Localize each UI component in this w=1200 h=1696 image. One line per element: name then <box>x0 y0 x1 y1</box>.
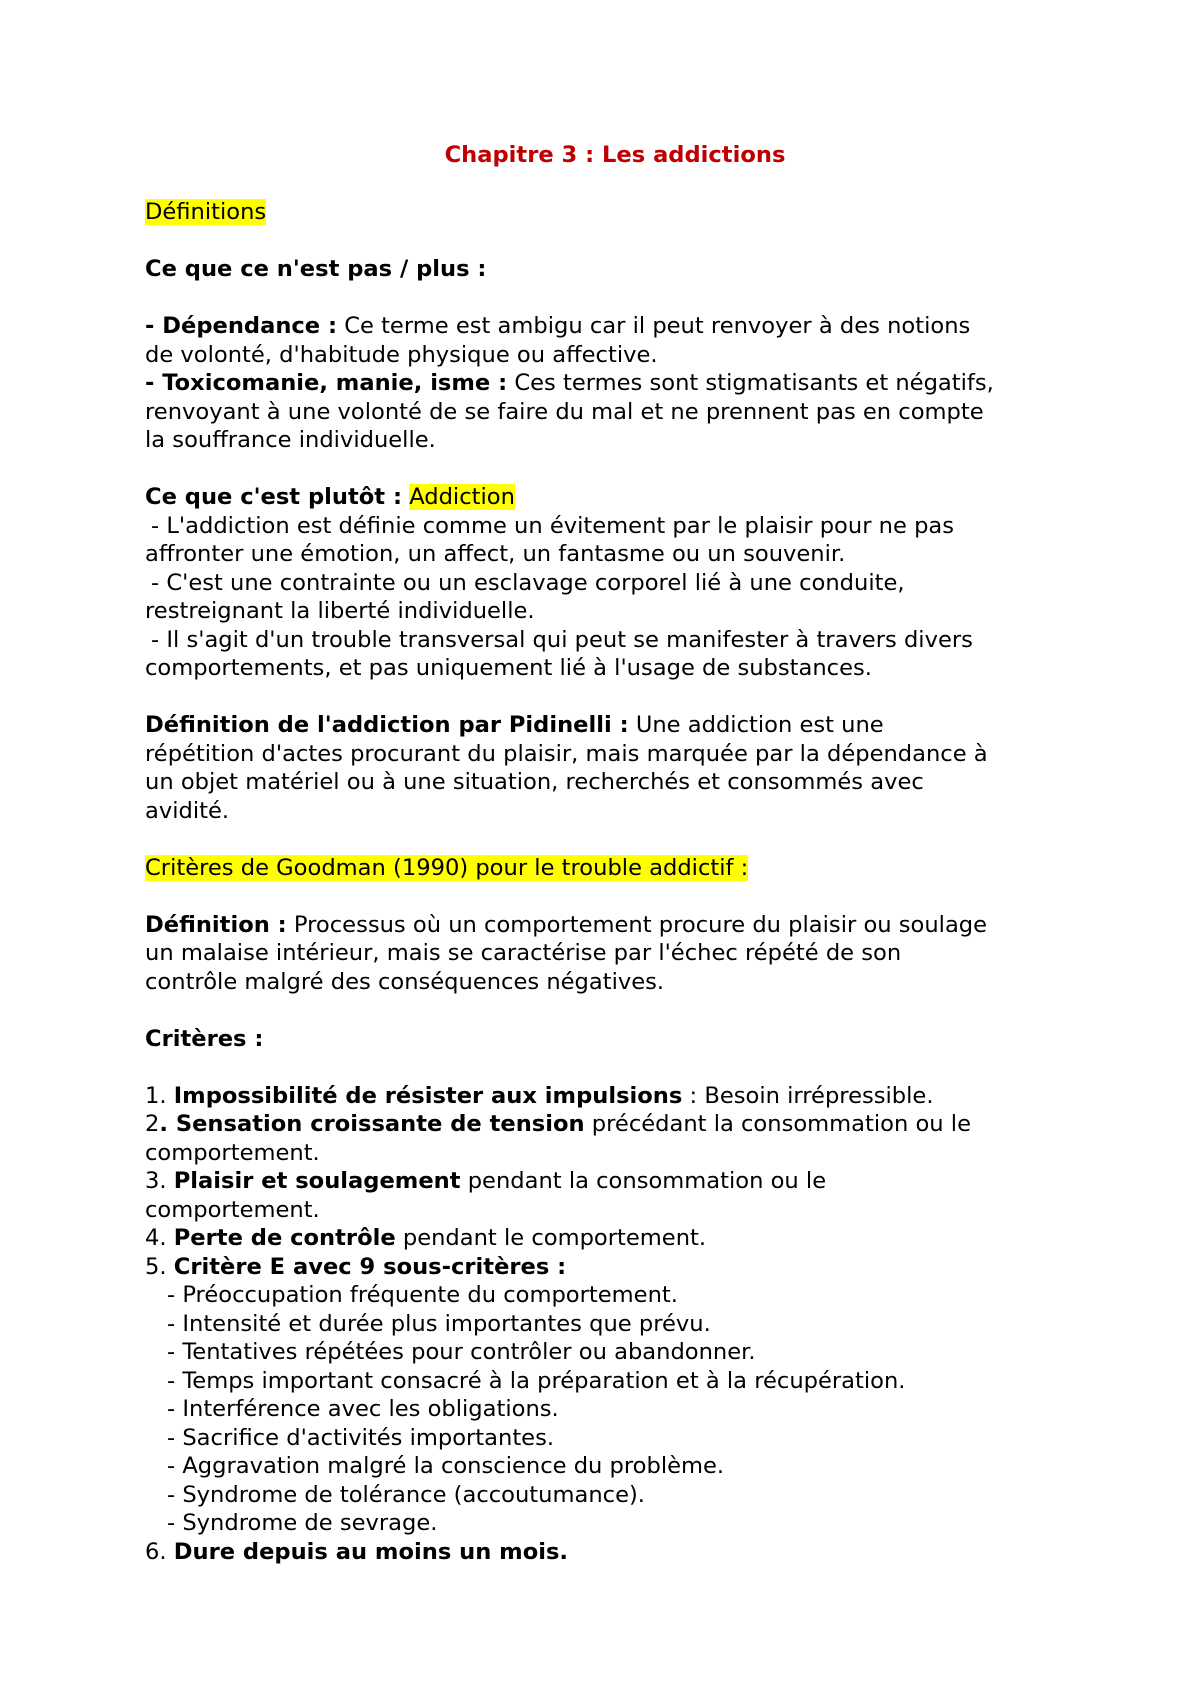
sub-criterion: - Aggravation malgré la conscience du problème. <box>167 1453 725 1479</box>
criterion-3-continued: comportement. <box>145 1196 320 1223</box>
highlighted-heading: Critères de Goodman (1990) pour le trouble addictif : <box>145 854 749 881</box>
spacer <box>145 882 1075 911</box>
rather-point-line: - Il s'agit d'un trouble transversal qui peut se manifester à travers divers <box>151 626 973 653</box>
highlighted-heading: Définitions <box>145 199 267 225</box>
pidinelli-line-3: un objet matériel ou à une situation, recherchés et consommés avec <box>145 769 924 795</box>
rather-point-line: comportements, et pas uniquement lié à l'usage de substances. <box>145 655 872 681</box>
criterion-6: 6. Dure depuis au moins un mois. <box>145 1538 569 1565</box>
goodman-definition-line-3: contrôle malgré des conséquences négatives. <box>145 968 665 995</box>
section-heading-goodman <box>145 854 1075 883</box>
subheading-rather: Ce que c'est plutôt : Addiction <box>145 484 515 510</box>
criterion-1: 1. Impossibilité de résister aux impulsions : Besoin irrépressible. <box>145 1082 934 1109</box>
sub-criterion: - Tentatives répétées pour contrôler ou abandonner. <box>167 1339 756 1365</box>
criterion-4: 4. Perte de contrôle pendant le comportement. <box>145 1225 707 1251</box>
sub-criterion: - Syndrome de tolérance (accoutumance). <box>167 1481 645 1508</box>
goodman-definition-line-1: Définition : Processus où un comportement procure du plaisir ou soulage <box>145 911 988 938</box>
criterion-2-continued: comportement. <box>145 1139 320 1166</box>
toxicomanie-line-3: la souffrance individuelle. <box>145 427 436 453</box>
spacer <box>145 284 1075 313</box>
toxicomanie-line-2: renvoyant à une volonté de se faire du mal et ne prennent pas en compte <box>145 398 984 425</box>
goodman-definition-line-2: un malaise intérieur, mais se caractérise par l'échec répété de son <box>145 940 902 966</box>
criterion-3: 3. Plaisir et soulagement pendant la consommation ou le <box>145 1168 827 1194</box>
dependance-line-2: de volonté, d'habitude physique ou affective. <box>145 341 658 368</box>
rather-point-line: restreignant la liberté individuelle. <box>145 598 535 624</box>
spacer <box>145 683 1075 712</box>
pidinelli-line-2: répétition d'actes procurant du plaisir, mais marquée par la dépendance à <box>145 740 988 767</box>
spacer <box>145 227 1075 256</box>
sub-criterion: - Syndrome de sevrage. <box>167 1510 438 1536</box>
sub-criterion: - Interférence avec les obligations. <box>167 1396 559 1422</box>
pidinelli-line-1: Définition de l'addiction par Pidinelli : Une addiction est une <box>145 712 884 738</box>
subheading-not: Ce que ce n'est pas / plus : <box>145 256 487 282</box>
pidinelli-line-4: avidité. <box>145 797 230 824</box>
chapter-title: Chapitre 3 : Les addictions <box>444 142 786 168</box>
toxicomanie-line-1: - Toxicomanie, manie, isme : Ces termes sont stigmatisants et négatifs, <box>145 370 994 396</box>
highlighted-term: Addiction <box>409 484 515 510</box>
spacer <box>145 996 1075 1025</box>
sub-criterion: - Temps important consacré à la préparation et à la récupération. <box>167 1367 906 1394</box>
rather-point-line: - C'est une contrainte ou un esclavage corporel lié à une conduite, <box>151 569 905 596</box>
subheading-criteria: Critères : <box>145 1025 264 1052</box>
rather-point-line: affronter une émotion, un affect, un fantasme ou un souvenir. <box>145 541 846 567</box>
document-page <box>145 141 1075 1566</box>
dependance-line-1: - Dépendance : Ce terme est ambigu car il peut renvoyer à des notions <box>145 313 971 339</box>
spacer <box>145 455 1075 484</box>
spacer <box>145 825 1075 854</box>
section-heading-definitions <box>145 198 1075 227</box>
sub-criterion: - Intensité et durée plus importantes que prévu. <box>167 1310 711 1337</box>
criterion-5: 5. Critère E avec 9 sous-critères : <box>145 1253 567 1280</box>
spacer <box>145 1053 1075 1082</box>
rather-point-line: - L'addiction est définie comme un évitement par le plaisir pour ne pas <box>151 512 955 539</box>
sub-criterion: - Sacrifice d'activités importantes. <box>167 1424 555 1451</box>
spacer <box>145 170 1075 199</box>
sub-criterion: - Préoccupation fréquente du comportement. <box>167 1282 678 1308</box>
criterion-2: 2. Sensation croissante de tension précédant la consommation ou le <box>145 1111 971 1137</box>
